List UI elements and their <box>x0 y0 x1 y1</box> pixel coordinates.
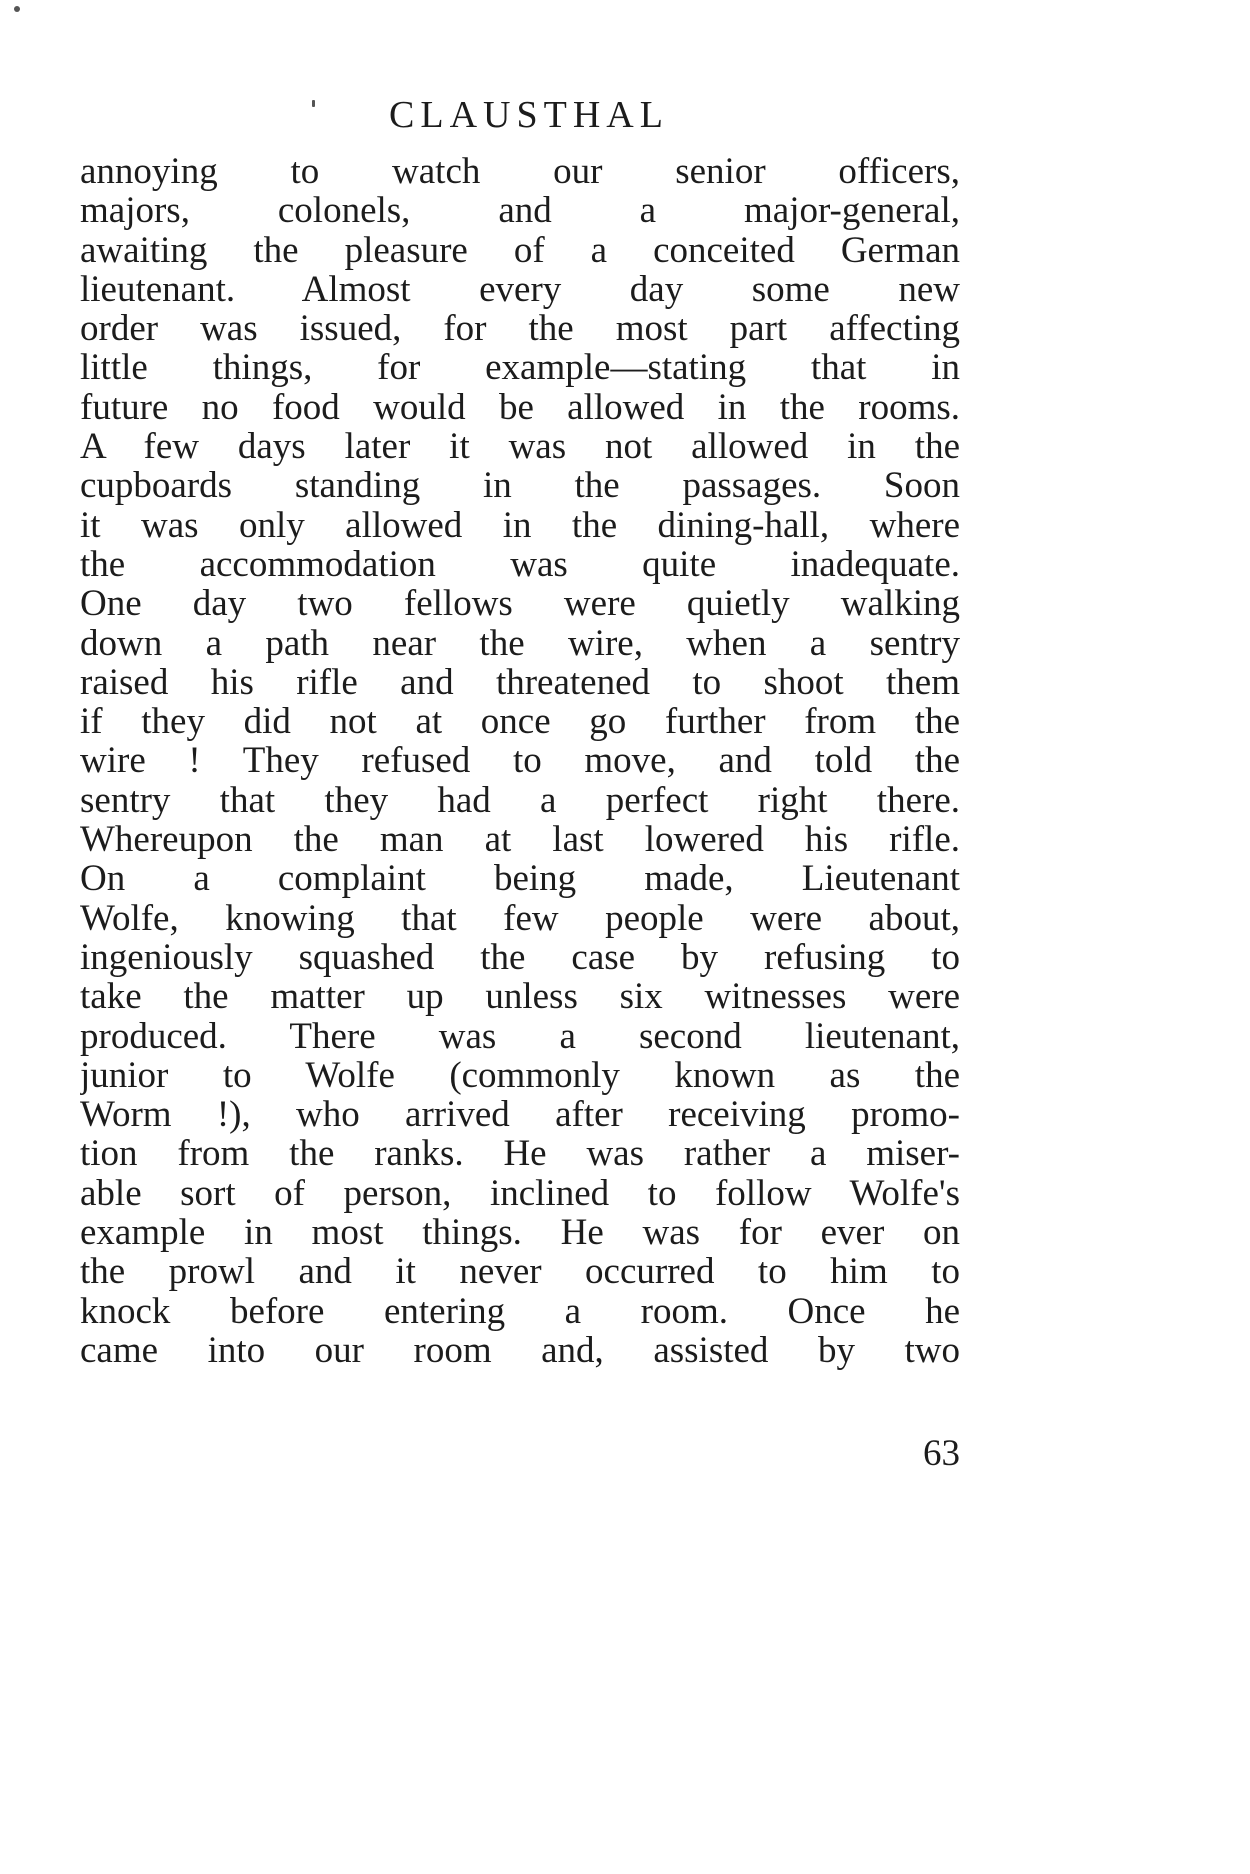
text-line: wire ! They refused to move, and told the <box>80 741 960 781</box>
text-line: junior to Wolfe (commonly known as the <box>80 1055 960 1096</box>
text-line: knock before entering a room. Once he <box>80 1291 960 1331</box>
text-line: On a complaint being made, Lieutenant <box>80 859 960 899</box>
text-line: take the matter up unless six witnesses were <box>80 977 960 1017</box>
text-line: awaiting the pleasure of a conceited German <box>80 230 960 270</box>
text-line: the accommodation was quite inadequate. <box>80 544 960 585</box>
text-line: One day two fellows were quietly walking <box>80 584 960 624</box>
text-line: annoying to watch our senior officers, <box>80 152 960 192</box>
page-number: 63 <box>923 1433 960 1474</box>
text-line: tion from the ranks. He was rather a miser- <box>80 1134 960 1174</box>
text-line: little things, for example—stating that in <box>80 348 960 388</box>
text-line: down a path near the wire, when a sentry <box>80 623 960 663</box>
text-line: able sort of person, inclined to follow Wolfe's <box>80 1173 960 1214</box>
text-line: example in most things. He was for ever on <box>80 1213 960 1253</box>
text-line: ingeniously squashed the case by refusing to <box>80 937 960 978</box>
text-line: Worm !), who arrived after receiving promo- <box>80 1095 960 1135</box>
text-line: lieutenant. Almost every day some new <box>80 269 960 310</box>
text-line: majors, colonels, and a major-general, <box>80 191 960 231</box>
text-line: sentry that they had a perfect right there. <box>80 780 960 821</box>
text-line: future no food would be allowed in the rooms. <box>80 387 960 428</box>
text-line: A few days later it was not allowed in the <box>80 427 960 467</box>
text-line: cupboards standing in the passages. Soon <box>80 466 960 506</box>
text-line: produced. There was a second lieutenant, <box>80 1016 960 1056</box>
text-line: Whereupon the man at last lowered his rifle. <box>80 820 960 860</box>
text-line: came into our room and, assisted by two <box>80 1330 960 1371</box>
text-line: it was only allowed in the dining-hall, where <box>80 505 960 545</box>
body-text <box>80 152 960 1370</box>
running-head: CLAUSTHAL <box>389 94 669 136</box>
ink-speck <box>14 6 20 12</box>
text-line: order was issued, for the most part affecting <box>80 309 960 349</box>
text-line: Wolfe, knowing that few people were about, <box>80 898 960 938</box>
text-line: the prowl and it never occurred to him to <box>80 1252 960 1292</box>
text-line: raised his rifle and threatened to shoot them <box>80 662 960 703</box>
text-line: if they did not at once go further from the <box>80 702 960 742</box>
